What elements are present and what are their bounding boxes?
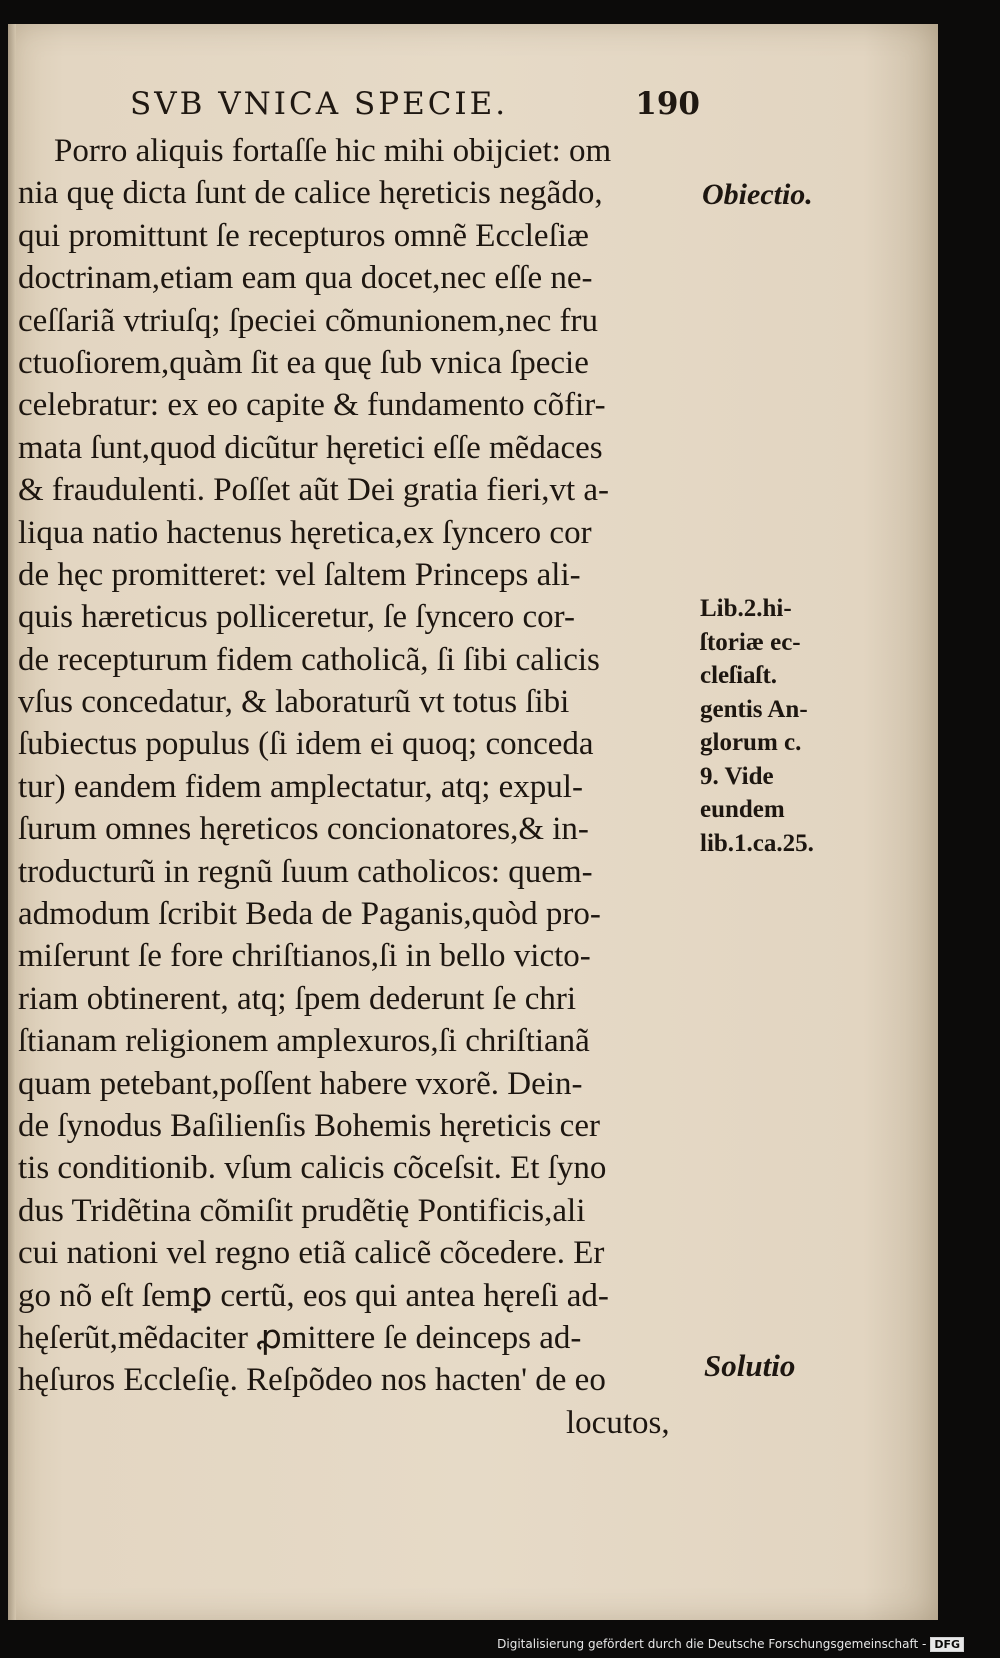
text-line: ſurum omnes hęreticos concionatores,& in-	[18, 811, 589, 848]
reference-line: 9. Vide	[700, 762, 774, 790]
text-line: hęſerũt,mẽdaciter ꝓmittere ſe deinceps ad-	[18, 1319, 582, 1356]
page-gutter-edge	[8, 24, 16, 1620]
text-line: riam obtinerent, atq; ſpem dederunt ſe chri	[18, 980, 577, 1017]
text-line: quis hæreticus polliceretur, ſe ſyncero cor-	[18, 599, 575, 636]
text-line: & fraudulenti. Poſſet aũt Dei gratia fieri,vt a-	[18, 472, 610, 509]
page-number: 190	[635, 86, 700, 122]
text-line: qui promittunt ſe recepturos omnẽ Eccleſiæ	[18, 217, 589, 254]
reference-line: Lib.2.hi-	[700, 595, 792, 622]
text-line: ctuoſiorem,quàm ſit ea quę ſub vnica ſpecie	[18, 344, 589, 381]
reference-line: cleſiaſt.	[700, 662, 778, 689]
page-header	[130, 86, 700, 126]
text-line: de recepturum fidem catholicã, ſi ſibi calicis	[18, 641, 600, 678]
text-line: de ſynodus Baſilienſis Bohemis hęreticis cer	[18, 1107, 600, 1144]
text-line: miſerunt ſe fore chriſtianos,ſi in bello victo-	[18, 938, 591, 975]
digitization-credit	[497, 1637, 964, 1652]
reference-line: ſtoriæ ec-	[700, 628, 801, 656]
main-text-block	[18, 130, 698, 1444]
text-line: nia quę dicta ſunt de calice hęreticis negãdo,	[18, 175, 603, 212]
margin-reference-note	[700, 592, 814, 860]
text-line: admodum ſcribit Beda de Paganis,quòd pro-	[18, 896, 601, 933]
catchword: locutos,	[566, 1404, 670, 1441]
text-line: cui nationi vel regno etiã calicẽ cõcedere. Er	[18, 1235, 605, 1272]
reference-line: eundem	[700, 796, 785, 823]
text-line: quam petebant,poſſent habere vxorẽ. Dein-	[18, 1065, 583, 1102]
credit-text: Digitalisierung gefördert durch die Deutsche Forschungsgemeinschaft -	[497, 1637, 927, 1651]
text-line: Porro aliquis fortaſſe hic mihi obijciet: om	[54, 133, 612, 169]
text-line: dus Tridẽtina cõmiſit prudẽtię Pontificis,ali	[18, 1192, 586, 1229]
running-title: SVB VNICA SPECIE.	[130, 86, 509, 122]
margin-note-objectio: Obiectio.	[702, 178, 813, 211]
text-line: celebratur: ex eo capite & fundamento cõfir-	[18, 387, 606, 424]
text-line: tis conditionib. vſum calicis cõceſsit. Et ſyno	[18, 1150, 607, 1187]
reference-line: gentis An-	[700, 695, 808, 723]
text-line: doctrinam,etiam eam qua docet,nec eſſe ne-	[18, 260, 593, 297]
text-line: ſtianam religionem amplexuros,ſi chriſtianã	[18, 1023, 590, 1060]
dfg-logo: DFG	[930, 1637, 964, 1652]
text-line: liqua natio hactenus hęretica,ex ſyncero cor	[18, 514, 592, 551]
reference-line: glorum c.	[700, 729, 802, 756]
text-line: troducturũ in regnũ ſuum catholicos: quem-	[18, 853, 593, 890]
margin-note-solutio: Solutio	[704, 1348, 796, 1383]
reference-line: lib.1.ca.25.	[700, 829, 814, 857]
text-line: go nõ eſt ſemꝑ certũ, eos qui antea hęreſi ad-	[18, 1277, 609, 1314]
text-line: mata ſunt,quod dicũtur hęretici eſſe mẽdaces	[18, 429, 603, 466]
text-line: vſus concedatur, & laboraturũ vt totus ſibi	[18, 684, 570, 721]
text-line: tur) eandem fidem amplectatur, atq; expul-	[18, 768, 583, 805]
text-line: ſubiectus populus (ſi idem ei quoq; conceda	[18, 726, 594, 763]
text-line: de hęc promitteret: vel ſaltem Princeps ali-	[18, 556, 581, 593]
text-line: ceſſariã vtriuſq; ſpeciei cõmunionem,nec fru	[18, 302, 599, 339]
text-line: hęſuros Eccleſię. Reſpõdeo nos hacten' de eo	[18, 1362, 606, 1399]
